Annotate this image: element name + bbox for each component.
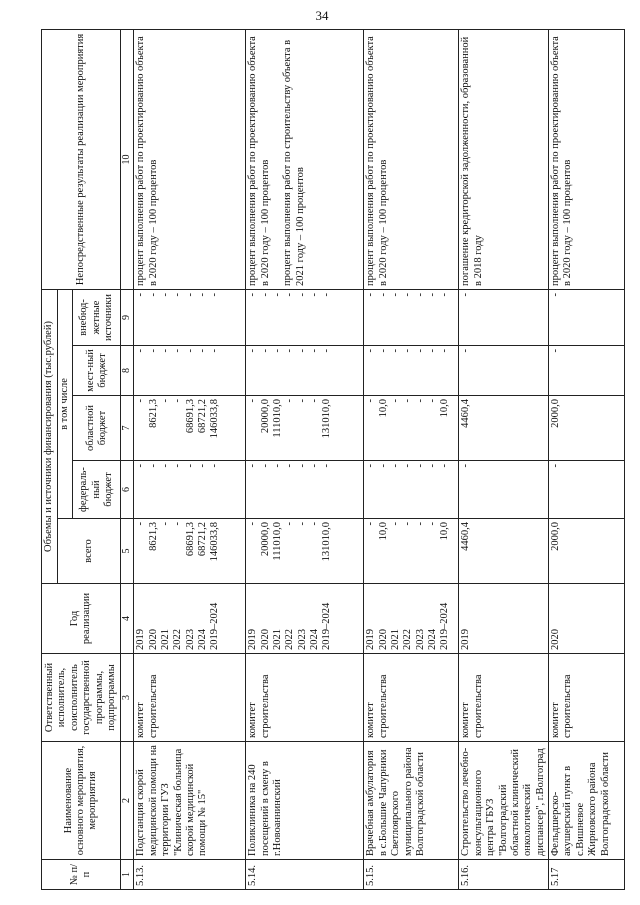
federal-budget — [459, 461, 549, 519]
col-index: 9 — [121, 289, 134, 345]
year-list-value: 2021 — [271, 629, 283, 650]
federal-budget-value: - — [159, 464, 171, 468]
local-budget — [134, 346, 246, 396]
year-list-value: 2020 — [550, 629, 561, 650]
year-list-value: 2020 — [259, 629, 271, 650]
year-list-value: 2019 — [135, 629, 147, 650]
extrabudgetary-value: - — [135, 292, 147, 297]
year-list-value: 2024 — [196, 629, 208, 650]
total-funding-value: - — [414, 522, 426, 526]
total-funding-value: 20000,0 — [259, 522, 271, 557]
col-index: 2 — [121, 742, 134, 860]
year-list-value: 2021 — [389, 629, 401, 650]
local-budget-value: - — [439, 349, 451, 353]
result-text: процент выполнения работ по проектированию объекта в 2020 году – 100 процентов — [135, 36, 159, 286]
regional-budget-value: - — [414, 399, 426, 403]
responsible-executor: комитет строительства — [246, 654, 364, 742]
year-list-value: 2024 — [426, 629, 438, 650]
results — [549, 29, 625, 289]
local-budget-value: - — [426, 349, 438, 353]
col-index: 5 — [121, 519, 134, 584]
local-budget-value: - — [402, 349, 414, 353]
extrabudgetary-value: - — [308, 292, 320, 297]
regional-budget-value: - — [247, 399, 259, 403]
extrabudgetary-value: - — [172, 292, 184, 297]
local-budget-value: - — [284, 349, 296, 353]
total-funding-value: - — [308, 522, 320, 526]
year-list — [246, 584, 364, 654]
regional-budget-value: - — [389, 399, 401, 403]
col-index: 8 — [121, 346, 134, 396]
local-budget-value: - — [209, 349, 221, 353]
local-budget-value: - — [389, 349, 401, 353]
extrabudgetary-value: - — [414, 292, 426, 297]
extrabudgetary-value: - — [147, 292, 159, 297]
federal-budget-value: - — [296, 464, 308, 468]
year-list-value: 2019–2024 — [209, 602, 221, 650]
total-funding-value: 146033,8 — [209, 522, 221, 562]
event-name: Строительство лечебно-консультационного центра ГБУЗ "Волгоградский областной клинический онкологический диспансер", г.Волгоград — [459, 742, 549, 860]
funding-table — [41, 29, 625, 890]
header-result: Непосредственные результаты реализации мероприятия — [42, 29, 121, 289]
local-budget — [246, 346, 364, 396]
extrabudgetary-value: - — [296, 292, 308, 297]
total-funding — [549, 519, 625, 584]
local-budget-value: - — [296, 349, 308, 353]
federal-budget-value: - — [271, 464, 283, 468]
result-text: процент выполнения работ по проектированию объекта в 2020 году – 100 процентов — [550, 36, 574, 286]
event-name: Врачебная амбулатория в с.Большие Чапурники Светлоярского муниципального района Волгоградской области — [364, 742, 459, 860]
federal-budget-value: - — [389, 464, 401, 468]
total-funding-value: 4460,4 — [460, 522, 472, 551]
extrabudgetary-value: - — [402, 292, 414, 297]
page-number: 34 — [315, 8, 329, 23]
total-funding-value: - — [426, 522, 438, 526]
regional-budget-value: - — [296, 399, 308, 403]
extrabudgetary — [549, 289, 625, 345]
local-budget-value: - — [321, 349, 333, 353]
local-budget-value: - — [259, 349, 271, 353]
federal-budget-value: - — [308, 464, 320, 468]
year-list — [134, 584, 246, 654]
federal-budget-value: - — [247, 464, 259, 468]
row-number: 5.14. — [246, 860, 364, 890]
total-funding-value: - — [247, 522, 259, 526]
table-row — [459, 29, 549, 889]
extrabudgetary-value: - — [196, 292, 208, 297]
responsible-executor: комитет строительства — [459, 654, 549, 742]
total-funding-value: 2000,0 — [550, 522, 561, 551]
federal-budget — [246, 461, 364, 519]
extrabudgetary-value: - — [365, 292, 377, 297]
federal-budget-value: - — [259, 464, 271, 468]
regional-budget — [134, 396, 246, 461]
local-budget-value: - — [172, 349, 184, 353]
col-index: 3 — [121, 654, 134, 742]
local-budget-value: - — [196, 349, 208, 353]
regional-budget-value: 10,0 — [439, 399, 451, 418]
federal-budget — [134, 461, 246, 519]
result-text: процент выполнения работ по строительству объекта в 2021 году – 100 процентов — [282, 39, 306, 286]
year-list-value: 2023 — [184, 629, 196, 650]
results — [364, 29, 459, 289]
total-funding-value: - — [172, 522, 184, 526]
total-funding — [134, 519, 246, 584]
header-reg: областной бюджет — [73, 396, 121, 461]
extrabudgetary — [364, 289, 459, 345]
local-budget-value: - — [377, 349, 389, 353]
federal-budget-value: - — [135, 464, 147, 468]
header-resp: Ответственный исполнитель, соисполнитель государственной программы, подпрограммы — [42, 654, 121, 742]
regional-budget-value: - — [284, 399, 296, 403]
local-budget-value: - — [460, 349, 472, 353]
federal-budget-value: - — [196, 464, 208, 468]
total-funding-value: - — [365, 522, 377, 526]
extrabudgetary — [134, 289, 246, 345]
extrabudgetary-value: - — [259, 292, 271, 297]
regional-budget-value: 146033,8 — [209, 399, 221, 439]
local-budget-value: - — [414, 349, 426, 353]
header-incl: в том числе — [58, 289, 73, 518]
total-funding-value: - — [135, 522, 147, 526]
total-funding-value: 111010,0 — [271, 522, 283, 561]
regional-budget-value: 68691,3 — [184, 399, 196, 434]
regional-budget-value: 68721,2 — [196, 399, 208, 434]
extrabudgetary-value: - — [321, 292, 333, 297]
regional-budget-value: 10,0 — [377, 399, 389, 418]
federal-budget-value: - — [321, 464, 333, 468]
federal-budget-value: - — [402, 464, 414, 468]
local-budget-value: - — [159, 349, 171, 353]
federal-budget-value: - — [426, 464, 438, 468]
year-list-value: 2024 — [308, 629, 320, 650]
local-budget-value: - — [247, 349, 259, 353]
total-funding-value: 131010,0 — [321, 522, 333, 562]
regional-budget-value: 20000,0 — [259, 399, 271, 434]
row-number: 5.15. — [364, 860, 459, 890]
year-list — [364, 584, 459, 654]
local-budget — [459, 346, 549, 396]
year-list-value: 2023 — [296, 629, 308, 650]
total-funding — [364, 519, 459, 584]
results — [246, 29, 364, 289]
federal-budget-value: - — [172, 464, 184, 468]
federal-budget-value: - — [147, 464, 159, 468]
year-list-value: 2019 — [365, 629, 377, 650]
year-list-value: 2019 — [247, 629, 259, 650]
regional-budget — [364, 396, 459, 461]
regional-budget-value: - — [135, 399, 147, 403]
total-funding-value: 10,0 — [439, 522, 451, 541]
table-body — [134, 29, 625, 889]
total-funding-value: - — [284, 522, 296, 526]
extrabudgetary-value: - — [377, 292, 389, 297]
rotated-table-container — [41, 30, 616, 890]
header-loc: мест-ный бюджет — [73, 346, 121, 396]
federal-budget-value: - — [550, 464, 561, 468]
col-index: 10 — [121, 29, 134, 289]
year-list-value: 2020 — [377, 629, 389, 650]
regional-budget-value: 8621,3 — [147, 399, 159, 428]
total-funding-value: 68691,3 — [184, 522, 196, 557]
header-total: всего — [58, 519, 121, 584]
year-list-value: 2019–2024 — [439, 602, 451, 650]
year-list — [459, 584, 549, 654]
federal-budget-value: - — [414, 464, 426, 468]
federal-budget — [549, 461, 625, 519]
col-index: 1 — [121, 860, 134, 890]
federal-budget-value: - — [460, 464, 472, 468]
federal-budget-value: - — [377, 464, 389, 468]
result-text: процент выполнения работ по проектированию объекта в 2020 году – 100 процентов — [247, 36, 271, 286]
result-text: погашение кредиторской задолженности, образованной в 2018 году — [460, 36, 484, 286]
year-list-value: 2021 — [159, 629, 171, 650]
col-index: 7 — [121, 396, 134, 461]
responsible-executor: комитет строительства — [364, 654, 459, 742]
total-funding-value: - — [389, 522, 401, 526]
local-budget-value: - — [365, 349, 377, 353]
year-list-value: 2019–2024 — [321, 602, 333, 650]
extrabudgetary-value: - — [389, 292, 401, 297]
extrabudgetary-value: - — [439, 292, 451, 297]
event-name: Поликлиника на 240 посещений в смену в г.Новоаннинский — [246, 742, 364, 860]
total-funding-value: 8621,3 — [147, 522, 159, 551]
extrabudgetary-value: - — [184, 292, 196, 297]
federal-budget — [364, 461, 459, 519]
regional-budget-value: 2000,0 — [550, 399, 561, 428]
extrabudgetary-value: - — [271, 292, 283, 297]
header-fed: федераль-ный бюджет — [73, 461, 121, 519]
local-budget-value: - — [147, 349, 159, 353]
regional-budget-value: - — [172, 399, 184, 403]
table-row — [246, 29, 364, 889]
regional-budget — [549, 396, 625, 461]
responsible-executor: комитет строительства — [549, 654, 625, 742]
local-budget-value: - — [550, 349, 561, 353]
total-funding-value: - — [402, 522, 414, 526]
responsible-executor: комитет строительства — [134, 654, 246, 742]
header-extra: внебюд-жетные источники — [73, 289, 121, 345]
federal-budget-value: - — [284, 464, 296, 468]
federal-budget-value: - — [184, 464, 196, 468]
regional-budget-value: 4460,4 — [460, 399, 472, 428]
header-funding: Объемы и источники финансирования (тыс.рублей) — [42, 289, 58, 583]
col-index: 4 — [121, 584, 134, 654]
results — [459, 29, 549, 289]
extrabudgetary-value: - — [247, 292, 259, 297]
col-index: 6 — [121, 461, 134, 519]
header-name: Наименование основного мероприятия, мероприятия — [42, 742, 121, 860]
extrabudgetary — [459, 289, 549, 345]
extrabudgetary-value: - — [159, 292, 171, 297]
row-number: 5.16. — [459, 860, 549, 890]
total-funding — [246, 519, 364, 584]
extrabudgetary-value: - — [426, 292, 438, 297]
federal-budget-value: - — [209, 464, 221, 468]
table-row — [134, 29, 246, 889]
header-year: Год реализации — [42, 584, 121, 654]
results — [134, 29, 246, 289]
year-list-value: 2022 — [172, 629, 184, 650]
total-funding-value: 10,0 — [377, 522, 389, 541]
row-number: 5.17 — [549, 860, 625, 890]
extrabudgetary-value: - — [550, 292, 561, 297]
local-budget-value: - — [308, 349, 320, 353]
year-list — [549, 584, 625, 654]
row-number: 5.13. — [134, 860, 246, 890]
federal-budget-value: - — [439, 464, 451, 468]
year-list-value: 2022 — [284, 629, 296, 650]
total-funding — [459, 519, 549, 584]
total-funding-value: 68721,2 — [196, 522, 208, 557]
regional-budget-value: 111010,0 — [271, 399, 283, 438]
extrabudgetary-value: - — [284, 292, 296, 297]
local-budget — [364, 346, 459, 396]
event-name: Подстанция скорой медицинской помощи на территории ГУЗ "Клиническая больница скорой медицинской помощи № 15" — [134, 742, 246, 860]
regional-budget-value: - — [426, 399, 438, 403]
regional-budget-value: - — [159, 399, 171, 403]
regional-budget — [246, 396, 364, 461]
regional-budget-value: - — [308, 399, 320, 403]
event-name: Фельдшерско-акушерский пункт в с.Вишневое Жирновского района Волгоградской области — [549, 742, 625, 860]
local-budget-value: - — [135, 349, 147, 353]
local-budget-value: - — [271, 349, 283, 353]
regional-budget — [459, 396, 549, 461]
regional-budget-value: - — [402, 399, 414, 403]
extrabudgetary-value: - — [460, 292, 472, 297]
local-budget — [549, 346, 625, 396]
year-list-value: 2023 — [414, 629, 426, 650]
regional-budget-value: - — [365, 399, 377, 403]
extrabudgetary — [246, 289, 364, 345]
total-funding-value: - — [159, 522, 171, 526]
header-num: № п/п — [42, 860, 121, 890]
result-text: процент выполнения работ по проектированию объекта в 2020 году – 100 процентов — [365, 36, 389, 286]
extrabudgetary-value: - — [209, 292, 221, 297]
table-row — [364, 29, 459, 889]
year-list-value: 2022 — [402, 629, 414, 650]
table-row — [549, 29, 625, 889]
year-list-value: 2019 — [460, 629, 472, 650]
total-funding-value: - — [296, 522, 308, 526]
federal-budget-value: - — [365, 464, 377, 468]
regional-budget-value: 131010,0 — [321, 399, 333, 439]
year-list-value: 2020 — [147, 629, 159, 650]
local-budget-value: - — [184, 349, 196, 353]
